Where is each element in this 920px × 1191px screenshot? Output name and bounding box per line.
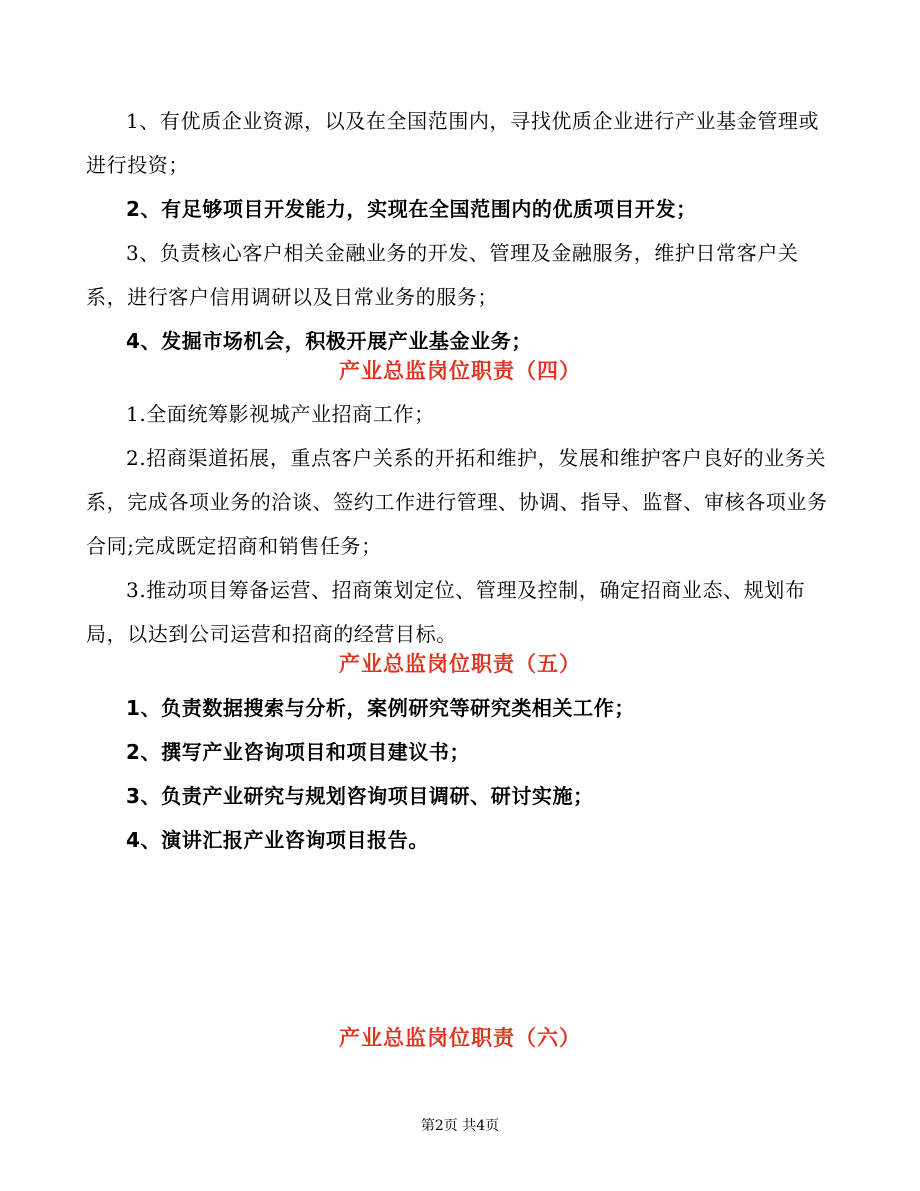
heading-section-6: 产业总监岗位职责（六） bbox=[339, 1026, 581, 1050]
heading-section-5: 产业总监岗位职责（五） bbox=[339, 652, 581, 676]
section-3-list bbox=[86, 99, 834, 363]
section-4-item-1: 1.全面统筹影视城产业招商工作； bbox=[126, 402, 435, 426]
section-4-list bbox=[86, 392, 834, 656]
section-3-item-2: 2、有足够项目开发能力，实现在全国范围内的优质项目开发； bbox=[126, 197, 697, 221]
section-5-item-1: 1、负责数据搜索与分析，案例研究等研究类相关工作； bbox=[126, 696, 635, 720]
section-5-item-2: 2、撰写产业咨询项目和项目建议书； bbox=[126, 740, 471, 764]
section-5-list bbox=[86, 686, 834, 862]
page-footer: 第2页 共4页 bbox=[420, 1118, 500, 1134]
heading-section-4: 产业总监岗位职责（四） bbox=[339, 359, 581, 383]
section-3-item-1: 1、有优质企业资源，以及在全国范围内，寻找优质企业进行产业基金管理或进行投资； bbox=[86, 109, 820, 177]
section-5-item-3: 3、负责产业研究与规划咨询项目调研、研讨实施； bbox=[126, 784, 594, 808]
section-4-item-2: 2.招商渠道拓展，重点客户关系的开拓和维护，发展和维护客户良好的业务关系，完成各项业务的洽谈、签约工作进行管理、协调、指导、监督、审核各项业务合同;完成既定招商和销售任务； bbox=[86, 446, 828, 558]
section-4-item-3: 3.推动项目筹备运营、招商策划定位、管理及控制，确定招商业态、规划布局，以达到公司运营和招商的经营目标。 bbox=[86, 578, 806, 646]
section-5-item-4: 4、演讲汇报产业咨询项目报告。 bbox=[126, 828, 429, 852]
section-3-item-4: 4、发掘市场机会，积极开展产业基金业务； bbox=[126, 329, 532, 353]
section-3-item-3: 3、负责核心客户相关金融业务的开发、管理及金融服务，维护日常客户关系，进行客户信用调研以及日常业务的服务； bbox=[86, 241, 799, 309]
